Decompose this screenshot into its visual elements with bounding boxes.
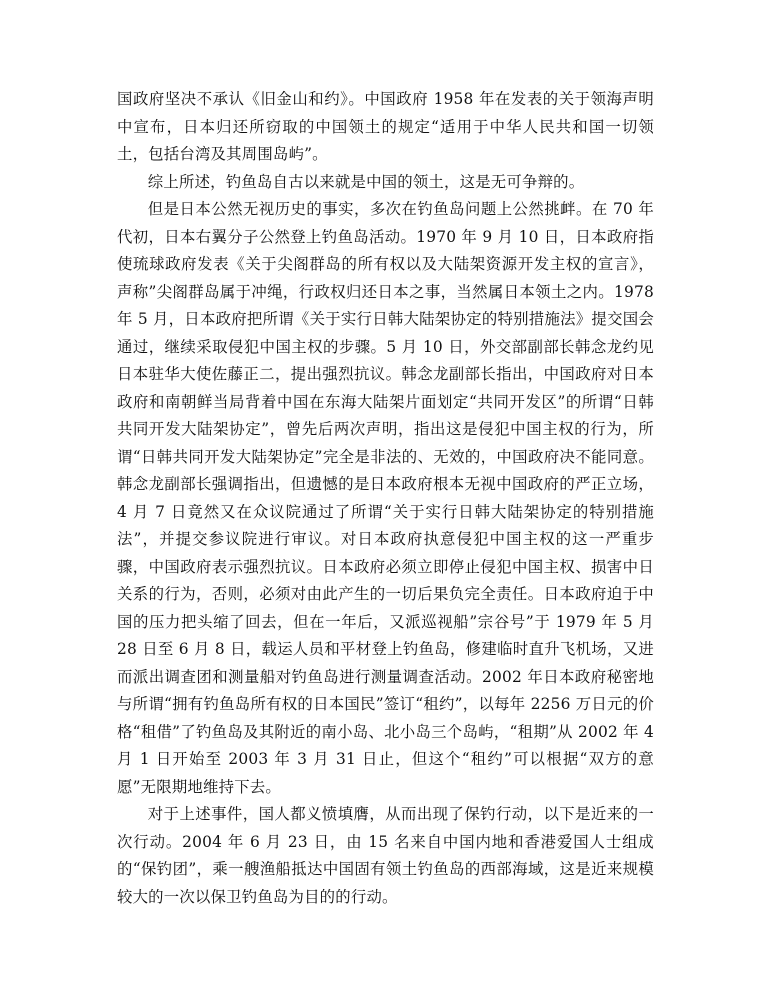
paragraph-4: 对于上述事件，国人都义愤填膺，从而出现了保钓行动，以下是近来的一次行动。2004 年 6 月 23 日，由 15 名来自中国内地和香港爱国人士组成的“保钓团”，乘一艘渔船抵达中国固有领土钓鱼岛的西部海域，这是近来规模较大的一次以保卫钓鱼岛为目的的行动。	[117, 805, 654, 906]
paragraph-3: 但是日本公然无视历史的事实，多次在钓鱼岛问题上公然挑衅。在 70 年代初，日本右翼分子公然登上钓鱼岛活动。1970 年 9 月 10 日，日本政府指使琉球政府发表《关于尖阁群岛的所有权以及大陆架资源开发主权的宣言》，声称”尖阁群岛属于冲绳，行政权归还日本之事，当然属日本领土之内。1978 年 5 月，日本政府把所谓《关于实行日韩大陆架协定的特别措施法》提交国会通过，继续采取侵犯中国主权的步骤。5 月 10 日，外交部副部长韩念龙约见日本驻华大使佐藤正二，提出强烈抗议。韩念龙副部长指出，中国政府对日本政府和南朝鲜当局背着中国在东海大陆架片面划定“共同开发区”的所谓“日韩共同开发大陆架协定”，曾先后两次声明，指出这是侵犯中国主权的行为，所谓“日韩共同开发大陆架协定”完全是非法的、无效的，中国政府决不能同意。韩念龙副部长强调指出，但遗憾的是日本政府根本无视中国政府的严正立场，4 月 7 日竟然又在众议院通过了所谓“关于实行日韩大陆架协定的特别措施法”，并提交参议院进行审议。对日本政府执意侵犯中国主权的这一严重步骤，中国政府表示强烈抗议。日本政府必须立即停止侵犯中国主权、损害中日关系的行为，否则，必须对由此产生的一切后果负完全责任。日本政府迫于中国的压力把头缩了回去，但在一年后，又派巡视船”宗谷号”于 1979 年 5 月 28 日至 6 月 8 日，载运人员和平材登上钓鱼岛，修建临时直升飞机场，又进而派出调查团和测量船对钓鱼岛进行测量调查活动。2002 年日本政府秘密地与所谓“拥有钓鱼岛所有权的日本国民”签订“租约”，以每年 2256 万日元的价格“租借”了钓鱼岛及其附近的南小岛、北小岛三个岛屿，“租期”从 2002 年 4 月 1 日开始至 2003 年 3 月 31 日止，但这个“租约”可以根据“双方的意愿”无限期地维持下去。	[117, 200, 654, 796]
paragraph-2: 综上所述，钓鱼岛自古以来就是中国的领土，这是无可争辩的。	[147, 172, 585, 191]
paragraph-1: 国政府坚决不承认《旧金山和约》。中国政府 1958 年在发表的关于领海声明中宣布，日本归还所窃取的中国领土的规定“适用于中华人民共和国一切领土，包括台湾及其周围岛屿”。	[117, 90, 654, 163]
document-body	[117, 86, 654, 911]
